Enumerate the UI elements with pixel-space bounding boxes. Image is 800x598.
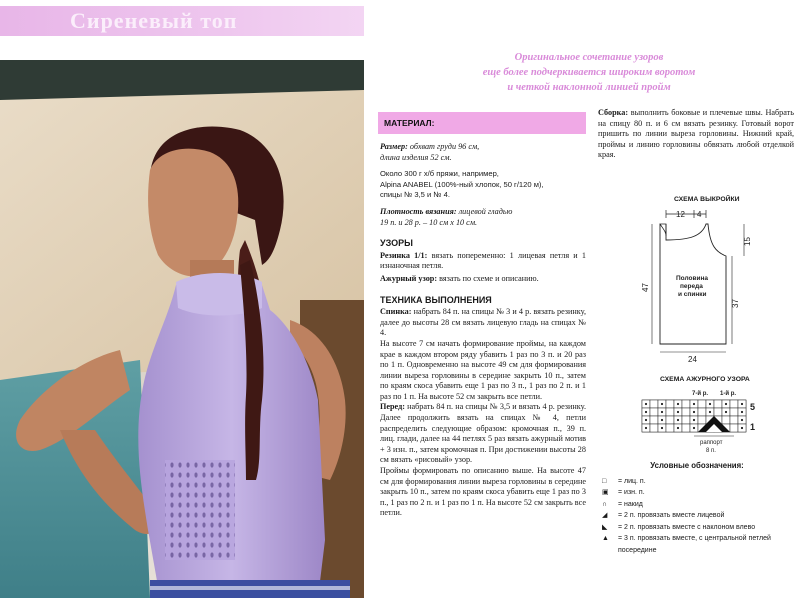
material-heading: МАТЕРИАЛ: xyxy=(384,118,435,128)
lace-cell xyxy=(650,408,658,416)
assembly-text: выполнить боковые и плечевые швы. Набрать на спицу 80 п. и 6 см вязать резинку. Готовый ворот пришить по линии выреза горловины. Нижний край, проймы и линию горловины обвязать любой отделкой края. xyxy=(598,108,794,160)
dim-bottom: 24 xyxy=(688,355,697,364)
lace-cell xyxy=(698,408,706,416)
repeat-label: раппорт xyxy=(700,440,723,446)
lace-cell xyxy=(650,416,658,424)
page-title: Сиреневый топ xyxy=(70,8,238,33)
purl-symbol-icon: ▣ xyxy=(602,489,609,496)
density-value-2: 19 п. и 28 р. – 10 см х 10 см. xyxy=(380,217,478,227)
legend-text: = накид xyxy=(618,500,643,508)
lace-cell xyxy=(698,400,706,408)
purl-dot xyxy=(645,403,647,405)
lace-text: вязать по схеме и описанию. xyxy=(439,273,539,283)
legend-row xyxy=(602,499,792,511)
purl-dot xyxy=(741,427,743,429)
left-page xyxy=(0,0,364,598)
density-value: лицевой гладью xyxy=(458,206,513,216)
purl-dot xyxy=(741,419,743,421)
yarn-line: Около 300 г х/б пряжи, например, xyxy=(380,169,499,179)
lace-cell xyxy=(714,400,722,408)
lace-row-7: 7-й р. xyxy=(692,391,709,397)
pattern-schema-title: СХЕМА ВЫКРОЙКИ xyxy=(674,196,740,203)
yarn-line: Alpina ANABEL (100%-ный хлопок, 50 г/120 м), xyxy=(380,179,544,189)
lace-cell xyxy=(666,416,674,424)
purl-dot xyxy=(725,403,727,405)
purl-dot xyxy=(677,419,679,421)
dim-top-left: 12 xyxy=(676,210,685,219)
intro-line: и четкой наклонной линией пройм xyxy=(507,82,671,93)
legend-row xyxy=(602,487,792,499)
legend-row xyxy=(602,522,792,534)
repeat-value: 8 п. xyxy=(706,448,716,454)
ssk-icon: ◣ xyxy=(602,523,608,531)
purl-dot xyxy=(661,427,663,429)
lace-cell xyxy=(666,424,674,432)
piece-label-2: переда xyxy=(680,283,703,290)
dim-height-inner: 37 xyxy=(731,299,740,308)
legend xyxy=(602,460,792,556)
lace-cell xyxy=(730,416,738,424)
purl-dot xyxy=(645,419,647,421)
rib-text: вязать попеременно: 1 лицевая петля и 1 изнаночная петля. xyxy=(380,250,586,271)
legend-title: Условные обозначения: xyxy=(650,461,744,470)
purl-dot xyxy=(693,403,695,405)
k3tog-icon: ▲ xyxy=(602,535,609,542)
lace-cell xyxy=(698,416,706,424)
lace-cell xyxy=(682,400,690,408)
lace-cell xyxy=(682,424,690,432)
lace-cell xyxy=(666,408,674,416)
purl-dot xyxy=(661,419,663,421)
lace-schema-title: СХЕМА АЖУРНОГО УЗОРА xyxy=(660,376,750,383)
lace-cell xyxy=(730,400,738,408)
assembly-label: Сборка: xyxy=(598,108,629,117)
legend-row xyxy=(602,476,792,488)
purl-dot xyxy=(693,419,695,421)
title-band xyxy=(0,6,364,36)
purl-dot xyxy=(693,411,695,413)
legend-text: = 2 п. провязать вместе лицевой xyxy=(618,512,725,519)
knit-symbol-icon: □ xyxy=(602,477,607,485)
purl-dot xyxy=(645,427,647,429)
legend-row xyxy=(602,510,792,522)
dim-height-left: 47 xyxy=(641,283,650,292)
density-label: Плотность вязания: xyxy=(380,206,457,216)
purl-dot xyxy=(661,411,663,413)
lace-grid-cells xyxy=(642,400,746,432)
left-column xyxy=(380,142,586,525)
lace-label: Ажурный узор: xyxy=(380,273,438,283)
purl-dot xyxy=(645,411,647,413)
lace-cell xyxy=(730,424,738,432)
purl-dot xyxy=(709,403,711,405)
lace-cell xyxy=(682,416,690,424)
back-label: Спинка: xyxy=(380,307,412,317)
purl-dot xyxy=(741,411,743,413)
legend-text: = лиц. п. xyxy=(618,477,646,485)
material-heading-band xyxy=(378,112,586,134)
front-block xyxy=(380,402,586,466)
legend-text: = 3 п. провязать вместе, с центральной петлей посередине xyxy=(618,535,771,554)
purl-dot xyxy=(677,403,679,405)
piece-label-1: Половина xyxy=(676,275,709,282)
purl-dot xyxy=(677,427,679,429)
legend-text: = 2 п. провязать вместе с наклоном влево xyxy=(618,523,756,531)
back-text: набрать 84 п. на спицы № 3 и 4 р. вязать резинку, далее до высоты 28 см вязать лицевую гладь на спицах № 4. xyxy=(380,307,586,338)
lace-cell xyxy=(714,408,722,416)
right-column xyxy=(598,108,794,161)
technique-heading: ТЕХНИКА ВЫПОЛНЕНИЯ xyxy=(380,294,492,305)
intro-text xyxy=(474,50,704,95)
lace-cell xyxy=(722,416,730,424)
patterns-heading: УЗОРЫ xyxy=(380,238,413,249)
k2tog-icon: ◢ xyxy=(602,512,608,519)
lace-cell xyxy=(682,408,690,416)
size-label: Размер: xyxy=(380,142,408,151)
lace-cell xyxy=(730,408,738,416)
lace-row-1: 1-й р. xyxy=(720,391,737,397)
legend-text: = изн. п. xyxy=(618,489,645,496)
lace-block xyxy=(380,274,586,285)
purl-dot xyxy=(677,411,679,413)
intro-line: Оригинальное сочетание узоров xyxy=(514,52,664,63)
gutter xyxy=(364,0,374,598)
lace-num-1: 1 xyxy=(750,422,756,432)
density-block xyxy=(380,207,586,228)
size-value: обхват груди 96 см, xyxy=(409,142,480,151)
model-photo xyxy=(0,60,364,598)
intro-line: еще более подчеркивается широким воротом xyxy=(482,67,696,78)
piece-label-3: и спинки xyxy=(678,291,707,298)
back-block xyxy=(380,307,586,339)
yarn-line: спицы № 3,5 и № 4. xyxy=(380,190,450,200)
lace-cell xyxy=(666,400,674,408)
lace-schema-diagram xyxy=(636,386,766,456)
rib-block xyxy=(380,251,586,272)
purl-dot xyxy=(693,427,695,429)
right-page xyxy=(374,0,800,598)
lace-num-5: 5 xyxy=(750,402,756,412)
purl-dot xyxy=(709,411,711,413)
front-text-2: Проймы формировать по описанию выше. На высоте 47 см для формирования линии выреза горловины в середине закрыть 10 п., затем по краям скоса убавить еще 1 раз по 3 п., 1 раз по 2 п. и 1 раз по 1 п. На высоте 52 см закрыть все петли. xyxy=(380,466,586,518)
dim-top-right: 4 xyxy=(697,210,702,219)
purl-dot xyxy=(661,403,663,405)
front-text: набрать 84 п. на спицы № 3,5 и вязать 4 р. резинку. Далее продолжить вязать на спицах № 4, петли распределить следующие образом: кромочная п., 39 п. лиц. глади, далее на 44 петлях 5 раз вязать ажурный мотив + 3 изн. п., затем кромочная п. При достижении высоты 28 см вязать «рисовый» узор. xyxy=(380,402,586,465)
lace-cell xyxy=(650,424,658,432)
length-value: длина изделия 52 см. xyxy=(380,152,452,162)
dim-height-right: 15 xyxy=(743,237,752,246)
purl-dot xyxy=(725,411,727,413)
legend-row xyxy=(602,533,792,556)
size-block xyxy=(380,142,586,163)
pattern-schema-diagram xyxy=(640,206,760,366)
rib-label: Резинка 1/1: xyxy=(380,250,428,260)
yarn-over-icon: ∩ xyxy=(602,500,608,508)
front-label: Перед: xyxy=(380,402,405,412)
lace-cell xyxy=(650,400,658,408)
purl-dot xyxy=(741,403,743,405)
back-text-2: На высоте 7 см начать формирование проймы, на каждом крае в каждом втором ряду убавить 1 раз по 3 п. и 20 раз по 1 п. Одновременно на высоте 49 см для формирования линии выреза горловины в середине закрыть 10 п., затем по краям скоса убавить еще 1 раз по 3 п., 1 раз по 2 п. и 1 раз по 1 п. На высоте 52 см закрыть все петли. xyxy=(380,338,586,401)
yarn-block xyxy=(380,169,586,201)
